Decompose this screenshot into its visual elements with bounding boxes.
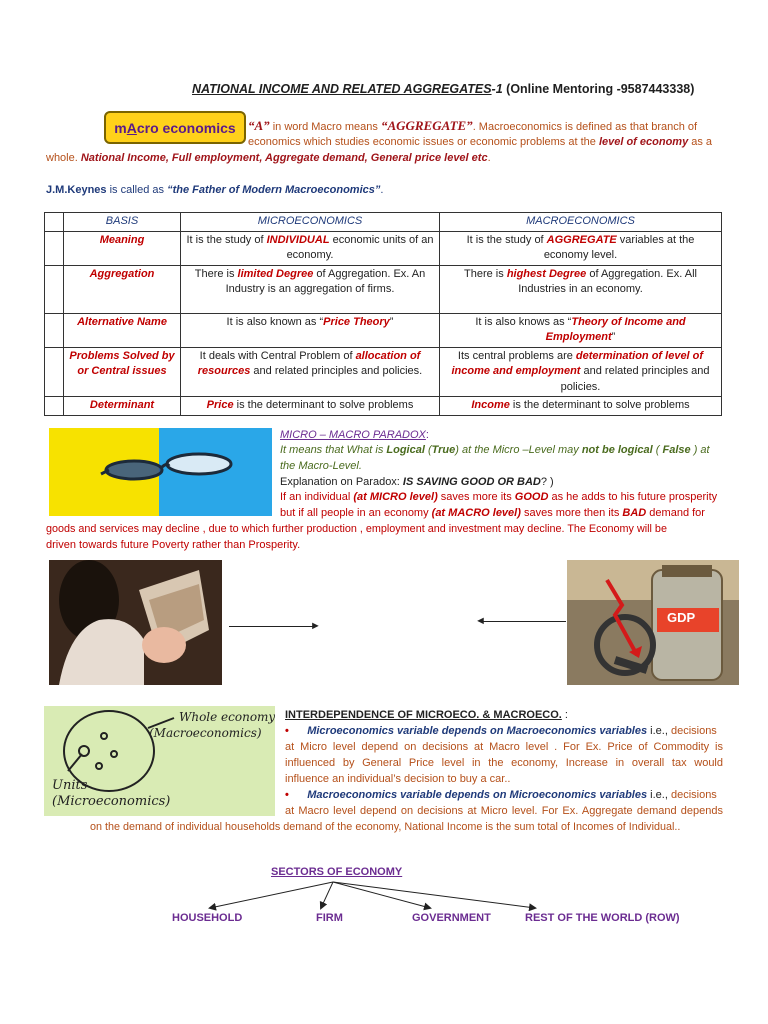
paradox-question: IS SAVING GOOD OR BAD bbox=[402, 476, 541, 488]
interdep-b2-line-3: on the demand of individual households demand of the economy, National Income is the sum total of Incomes of Individual.. bbox=[90, 821, 681, 833]
sector-household: HOUSEHOLD bbox=[172, 912, 243, 924]
cell-text: economic units of an economy. bbox=[286, 233, 434, 261]
intro-line-2 bbox=[248, 135, 712, 151]
arrow-left-line bbox=[482, 621, 566, 622]
interdep-decisions: decisions bbox=[670, 789, 717, 801]
paradox-text: demand for bbox=[646, 507, 705, 519]
paradox-text: It means that What is bbox=[280, 444, 387, 456]
woman-holding-money-illustration bbox=[49, 560, 222, 685]
cell-text: and related principles and policies. bbox=[560, 365, 710, 393]
paradox-para-4: driven towards future Poverty rather than Prosperity. bbox=[46, 539, 301, 551]
sketch-units: Units bbox=[52, 778, 88, 793]
paradox-text: saves more its bbox=[437, 491, 515, 503]
paradox-explanation bbox=[280, 475, 554, 491]
saving-money-photo bbox=[49, 560, 222, 685]
paradox-logical: Logical bbox=[386, 444, 425, 456]
paradox-heading: MICRO – MACRO PARADOX bbox=[280, 429, 426, 441]
cell-text: variables at the economy level. bbox=[543, 233, 695, 261]
cell-emphasis: Income bbox=[471, 399, 510, 411]
row-macro bbox=[440, 313, 722, 347]
intro-text-1: in word Macro means bbox=[269, 121, 381, 133]
badge-text-pre: m bbox=[114, 119, 127, 136]
cell-text: ” bbox=[611, 331, 616, 343]
interdep-ie: i.e., bbox=[647, 789, 671, 801]
paradox-text: saves more then its bbox=[520, 507, 623, 519]
intro-text-5: whole. bbox=[46, 152, 81, 164]
row-macro bbox=[440, 397, 722, 416]
keynes-father: “the Father of Modern Macroeconomics” bbox=[167, 184, 381, 196]
cell-text: It is also known as “ bbox=[226, 315, 324, 328]
row-micro bbox=[181, 347, 440, 397]
paradox-text: If an individual bbox=[280, 491, 354, 503]
paradox-expl-label: Explanation on Paradox: bbox=[280, 476, 403, 488]
sketch-whole-economy: Whole economy bbox=[179, 710, 275, 724]
intro-line-1 bbox=[248, 118, 728, 136]
intro-examples: National Income, Full employment, Aggregate demand, General price level etc bbox=[80, 152, 488, 164]
paradox-para-2 bbox=[280, 506, 705, 522]
bullet-icon: • bbox=[285, 725, 289, 737]
interdep-bullet-1 bbox=[285, 724, 717, 740]
intro-text-2: . Macroeconomics is defined as that branch of bbox=[472, 121, 698, 133]
glasses-image bbox=[49, 428, 272, 516]
sectors-arrows-diagram bbox=[190, 880, 550, 916]
table-row bbox=[45, 397, 722, 416]
cell-emphasis: INDIVIDUAL bbox=[266, 233, 330, 246]
paradox-text: at the Micro –Level may bbox=[458, 444, 582, 456]
interdep-heading-line bbox=[285, 708, 568, 724]
interdep-heading: INTERDEPENDENCE OF MICROECO. & MACROECO. bbox=[285, 709, 562, 721]
intro-text-4: as a bbox=[688, 136, 713, 148]
cell-text: Its central problems are bbox=[457, 349, 576, 362]
interdep-bullet-2 bbox=[285, 788, 717, 804]
table-header-row bbox=[45, 213, 722, 232]
gdp-label: GDP bbox=[667, 610, 696, 625]
keynes-mid: is called as bbox=[106, 184, 168, 196]
title-main: NATIONAL INCOME AND RELATED AGGREGATES bbox=[192, 82, 492, 96]
header-basis: BASIS bbox=[64, 213, 181, 232]
paradox-para-3: goods and services may decline , due to which further production , employment and investment may decline. The Economy will be bbox=[46, 523, 667, 535]
sectors-heading: SECTORS OF ECONOMY bbox=[271, 866, 403, 878]
row-macro bbox=[440, 347, 722, 397]
header-micro: MICROECONOMICS bbox=[181, 213, 440, 232]
paradox-good: GOOD bbox=[514, 491, 549, 503]
intro-text-6: . bbox=[487, 152, 491, 164]
cell-text: There is bbox=[464, 267, 507, 280]
intro-level: level of economy bbox=[598, 136, 689, 148]
paradox-para-1 bbox=[280, 490, 717, 506]
cell-text: It is the study of bbox=[186, 233, 267, 246]
badge-text-mid: A bbox=[126, 119, 137, 136]
cell-text: and related principles and policies. bbox=[250, 365, 423, 377]
table-row bbox=[45, 313, 722, 347]
paradox-question-end: ? ) bbox=[540, 476, 554, 488]
paradox-false: False bbox=[662, 444, 691, 456]
interdep-b1-heading: Microeconomics variable depends on Macroeconomics variables bbox=[307, 725, 648, 737]
glasses-illustration bbox=[49, 428, 272, 516]
interdep-b1-line-4: influence an individual’s decision to buy a car.. bbox=[285, 773, 511, 785]
cell-emphasis: Price Theory bbox=[323, 315, 390, 328]
cell-emphasis: highest Degree bbox=[506, 267, 587, 280]
cell-text: It is the study of bbox=[466, 233, 547, 246]
cell-text: of Aggregation. Ex. All Industries in an economy. bbox=[518, 267, 697, 295]
whole-economy-sketch bbox=[44, 706, 275, 816]
row-micro bbox=[181, 397, 440, 416]
sketch-micro: (Microeconomics) bbox=[52, 794, 171, 809]
paradox-text: as he adds to his future prosperity bbox=[548, 491, 718, 503]
paradox-heading-line bbox=[280, 428, 429, 444]
interdep-colon: : bbox=[561, 709, 568, 721]
row-basis: Aggregation bbox=[64, 265, 181, 313]
title-suffix: (Online Mentoring -9587443338) bbox=[506, 82, 695, 96]
row-micro bbox=[181, 265, 440, 313]
intro-quote: “A” bbox=[248, 118, 270, 133]
row-micro bbox=[181, 231, 440, 265]
intro-text-3: economics which studies economic issues or economic problems at the bbox=[248, 136, 599, 148]
intro-aggregate: “AGGREGATE” bbox=[380, 118, 473, 133]
cell-text: It deals with Central Problem of bbox=[199, 349, 356, 362]
micro-macro-comparison-table bbox=[44, 212, 722, 416]
table-row bbox=[45, 231, 722, 265]
title-num: -1 bbox=[491, 82, 503, 96]
cell-emphasis: Price bbox=[206, 399, 234, 411]
gdp-jar-photo bbox=[567, 560, 739, 685]
keynes-line bbox=[46, 183, 383, 199]
row-macro bbox=[440, 231, 722, 265]
row-basis: Meaning bbox=[64, 231, 181, 265]
cell-emphasis: allocation of resources bbox=[197, 349, 421, 377]
table-row bbox=[45, 265, 722, 313]
header-macro: MACROECONOMICS bbox=[440, 213, 722, 232]
row-basis: Alternative Name bbox=[64, 313, 181, 347]
interdep-b1-line-3: influenced by General Price level in the economy, Increase in overall tax would bbox=[285, 757, 723, 769]
bullet-icon: • bbox=[285, 789, 289, 801]
sector-government: GOVERNMENT bbox=[412, 912, 491, 924]
cell-text: There is bbox=[194, 267, 238, 280]
paradox-line-2: the Macro-Level. bbox=[280, 460, 362, 472]
badge-text-post: cro economics bbox=[136, 119, 236, 136]
row-basis: Determinant bbox=[64, 397, 181, 416]
sketch-macro: (Macroeconomics) bbox=[149, 726, 262, 740]
page-title bbox=[192, 82, 694, 96]
row-basis: Problems Solved by or Central issues bbox=[64, 347, 181, 397]
interdep-ie: i.e., bbox=[647, 725, 671, 737]
interdep-b2-heading: Macroeconomics variable depends on Microeconomics variables bbox=[307, 789, 648, 801]
paradox-line-1: It means that What is Logical (True) at the Micro –Level may not be logical ( False ) at bbox=[280, 444, 710, 456]
row-macro bbox=[440, 265, 722, 313]
cell-text: is the determinant to solve problems bbox=[509, 399, 690, 411]
cell-text: is the determinant to solve problems bbox=[233, 399, 414, 411]
cell-emphasis: AGGREGATE bbox=[546, 233, 617, 246]
keynes-end: . bbox=[380, 184, 384, 196]
gdp-jar-illustration bbox=[567, 560, 739, 685]
cell-emphasis: Theory of Income and Employment bbox=[545, 315, 686, 343]
cell-emphasis: limited Degree bbox=[237, 267, 314, 280]
paradox-at-micro: (at MICRO level) bbox=[353, 491, 438, 503]
arrow-left-head-icon: ◄ bbox=[475, 615, 486, 627]
row-micro bbox=[181, 313, 440, 347]
paradox-at-macro: (at MACRO level) bbox=[431, 507, 521, 519]
paradox-colon: : bbox=[425, 429, 429, 441]
keynes-name: J.M.Keynes bbox=[46, 184, 107, 196]
sector-firm: FIRM bbox=[316, 912, 343, 924]
sector-rest-of-world: REST OF THE WORLD (ROW) bbox=[525, 912, 680, 924]
cell-emphasis: determination of level of income and employment bbox=[451, 349, 704, 377]
table-row bbox=[45, 347, 722, 397]
interdep-b1-line-2: at Micro level depend on decisions at Macro level . For Ex. Price of Commodity is bbox=[285, 741, 723, 753]
cell-text: It is also knows as “ bbox=[475, 315, 572, 328]
paradox-true: True bbox=[431, 444, 456, 456]
arrow-right-head-icon: ► bbox=[310, 620, 321, 632]
interdep-b2-line-2: at Macro level depend on decisions at Micro level. For Ex. Aggregate demand depends bbox=[285, 805, 723, 817]
paradox-bad: BAD bbox=[622, 507, 647, 519]
interdep-decisions: decisions bbox=[670, 725, 717, 737]
cell-text: ” bbox=[389, 315, 394, 328]
cell-text: of Aggregation. Ex. An Industry is an aggregation of firms. bbox=[225, 267, 426, 295]
intro-line-3 bbox=[46, 151, 491, 167]
paradox-not-logical: not be logical bbox=[581, 444, 653, 456]
paradox-text: but if all people in an economy bbox=[280, 507, 432, 519]
arrow-right-line bbox=[229, 626, 315, 627]
macro-economics-badge bbox=[104, 111, 246, 144]
